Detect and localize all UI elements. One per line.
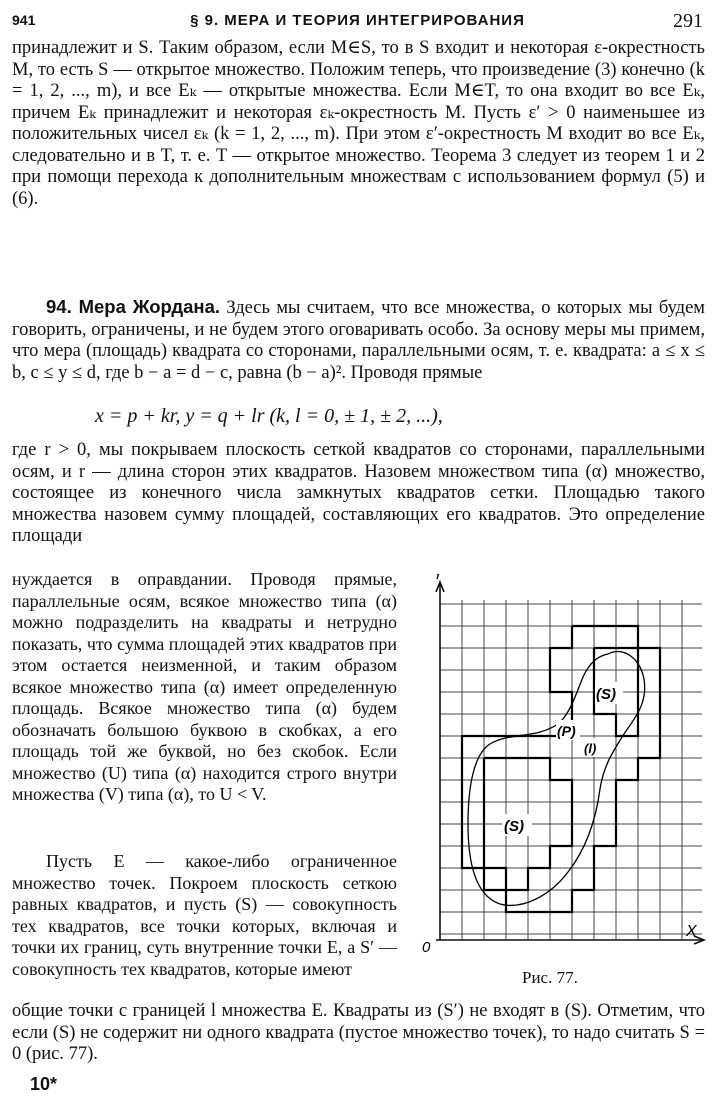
grid-lines-formula: x = p + kr, y = q + lr (k, l = 0, ± 1, ± 2, ...), — [95, 405, 443, 427]
figure-caption: Рис. 77. — [522, 968, 578, 987]
label-p: (P) — [557, 723, 576, 739]
label-s-upper: (S) — [596, 686, 616, 703]
figure-77 — [418, 574, 710, 974]
section-94-intro — [12, 296, 705, 384]
label-l: (l) — [584, 741, 597, 756]
jordan-measure-grid-figure — [418, 574, 710, 974]
paragraph-boundary-squares: общие точки с границей l множества E. Квадраты из (S′) не входят в (S). Отметим, что если (S) не содержит ни одного квадрата (пустое множество точек), то надо считать S = 0 (рис. 77). — [12, 1001, 705, 1064]
section-intro-text: Здесь мы считаем, что все множества, о которых мы будем говорить, ограничены, и не будем этого оговаривать особо. За основу меры мы примем, что мера (площадь) квадрата со сторонами, параллельными осям, т. е. квадрата: a ≤ x ≤ b, c ≤ y ≤ d, где b − a = d − c, равна (b − a)². Проводя прямые — [12, 298, 705, 383]
signature-mark: 10* — [30, 1074, 58, 1094]
paragraph-justification: нуждается в оправдании. Проводя прямые, параллельные осям, всякое множество типа (α) можно подразделить на квадраты и нетрудно показать, что сумма площадей этих квадратов при этом остается неизменной, и таким образом всякое множество типа (α) имеет определенную площадь. Всякое множество типа (α) будем обозначать большою буквою в скобках, а его площадь той же буквой, но без скобок. Если множество (U) типа (α) находится строго внутри множества (V) типа (α), то U < V. — [12, 569, 397, 804]
x-axis-label: X — [686, 923, 697, 940]
label-s-lower: (S) — [504, 818, 524, 835]
section-title: 94. Мера Жордана. — [46, 296, 221, 317]
header-left-number: 941 — [12, 12, 36, 28]
y-axis-label: Y — [433, 574, 444, 583]
page-number: 291 — [673, 10, 703, 32]
header-section-title: § 9. МЕРА И ТЕОРИЯ ИНТЕГРИРОВАНИЯ — [190, 12, 525, 29]
paragraph-inner-squares: Пусть E — какое-либо ограниченное множество точек. Покроем плоскость сеткою равных квадратов, и пусть (S) — совокупность тех квадратов, все точки которых, включая и точки их границ, суть внутренние точки E, а S′ — совокупность тех квадратов, которые имеют — [12, 851, 397, 979]
running-header — [12, 10, 703, 34]
paragraph-theorem-proof: принадлежит и S. Таким образом, если M∈S, то в S входит и некоторая ε-окрестность M, то есть S — открытое множество. Положим теперь, что произведение (3) конечно (k = 1, 2, ..., m), и все Eₖ — открытые множества. Если M∈T, то она входит во все Eₖ, причем Eₖ принадлежит и некоторая εₖ-окрестность M. Пусть ε′ > 0 наименьшее из положительных чисел εₖ (k = 1, 2, ..., m). При этом ε′-окрестность M входит во все Eₖ, следовательно и в T, т. е. T — открытое множество. Теорема 3 следует из теорем 1 и 2 при помощи перехода к дополнительным множествам с использованием формул (5) и (6). — [12, 38, 705, 209]
origin-label: 0 — [422, 939, 431, 956]
paragraph-grid-definition: где r > 0, мы покрываем плоскость сеткой квадратов со сторонами, параллельными осям, и r — длина сторон этих квадратов. Назовем множеством типа (α) множество, состоящее из конечного числа замкнутых квадратов сетки. Площадью такого множества назовем сумму площадей, составляющих его квадратов. Это определение площади — [12, 440, 705, 546]
